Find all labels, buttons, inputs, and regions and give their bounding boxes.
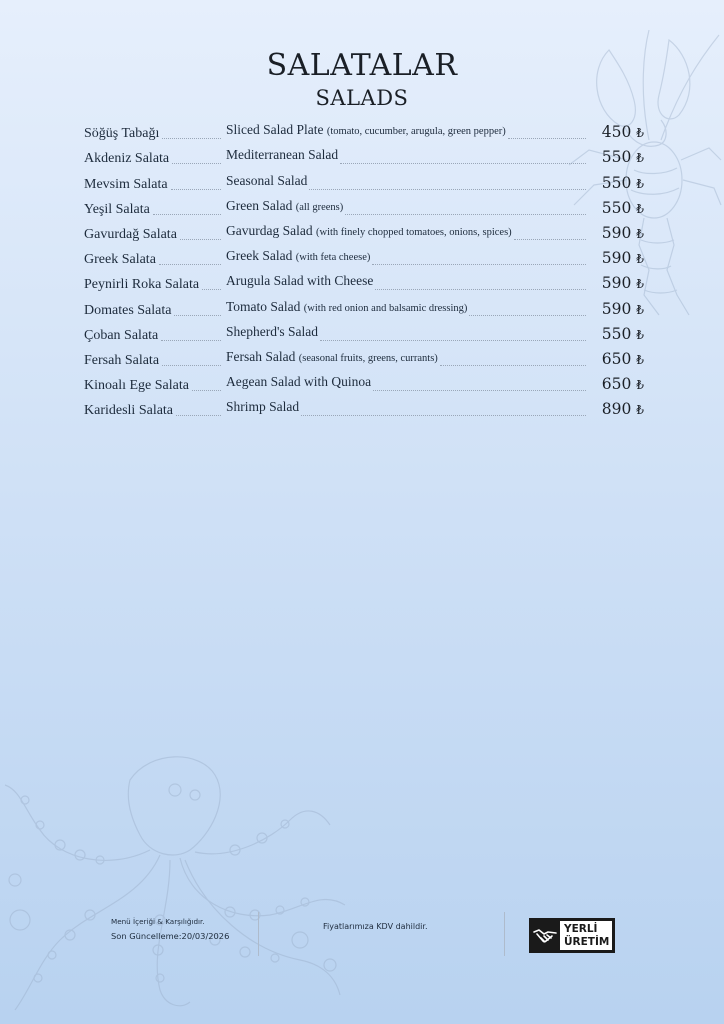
menu-item [84, 395, 644, 420]
menu-item [84, 194, 644, 219]
item-name-tr: Gavurdağ Salata [84, 226, 177, 242]
footer-divider [258, 912, 259, 956]
menu-item [84, 219, 644, 244]
lira-icon: ₺ [636, 226, 644, 241]
lira-icon: ₺ [636, 126, 644, 141]
lira-icon: ₺ [636, 151, 644, 166]
lira-icon: ₺ [636, 201, 644, 216]
menu-item [84, 143, 644, 168]
lira-icon: ₺ [636, 327, 644, 342]
item-name-tr: Peynirli Roka Salata [84, 277, 200, 293]
item-name-tr: Domates Salata [84, 302, 172, 318]
item-price: 590 ₺ [601, 299, 644, 318]
menu-item [84, 269, 644, 294]
item-name-en: Green Salad (all greens) [226, 197, 344, 213]
yerli-uretim-badge [529, 918, 615, 953]
menu-item [84, 168, 644, 193]
menu-subtitle: SALADS [315, 86, 409, 110]
item-name-tr: Çoban Salata [84, 327, 159, 343]
item-price: 890 ₺ [601, 400, 644, 419]
menu-item [84, 118, 644, 143]
item-note: (tomato, cucumber, arugula, green pepper) [326, 126, 506, 138]
lira-icon: ₺ [636, 302, 644, 317]
item-name-en: Mediterranean Salad [226, 147, 339, 163]
item-name-tr: Yeşil Salata [84, 201, 150, 217]
lira-icon: ₺ [636, 176, 644, 191]
item-price: 550 ₺ [601, 148, 644, 167]
item-price: 590 ₺ [601, 274, 644, 293]
item-name-tr: Greek Salata [84, 252, 156, 268]
item-name-tr: Akdeniz Salata [84, 151, 170, 167]
item-price: 550 ₺ [601, 324, 644, 343]
menu-item [84, 244, 644, 269]
item-price: 650 ₺ [601, 375, 644, 394]
item-note: (with red onion and balsamic dressing) [303, 302, 468, 314]
item-price: 550 ₺ [601, 173, 644, 192]
lira-icon: ₺ [636, 277, 644, 292]
lira-icon: ₺ [636, 252, 644, 267]
lira-icon: ₺ [636, 403, 644, 418]
octopus-illustration [0, 740, 360, 1020]
menu-item [84, 370, 644, 395]
handshake-icon [530, 919, 560, 952]
footer-disclaimer: Menü İçeriği & Karşılığıdır. [111, 917, 205, 926]
lira-icon: ₺ [636, 378, 644, 393]
item-name-tr: Söğüş Tabağı [84, 126, 160, 142]
item-name-tr: Fersah Salata [84, 352, 160, 368]
footer-last-updated: Son Güncelleme:20/03/2026 [111, 931, 230, 941]
item-name-tr: Kinoalı Ege Salata [84, 378, 189, 394]
item-price: 590 ₺ [601, 223, 644, 242]
item-name-en: Shrimp Salad [226, 399, 300, 415]
item-name-tr: Karidesli Salata [84, 403, 174, 419]
item-name-en: Tomato Salad (with red onion and balsamic dressing) [226, 298, 468, 314]
badge-label: YERLİ ÜRETİM [560, 921, 612, 950]
item-name-en: Gavurdag Salad (with finely chopped tomatoes, onions, spices) [226, 222, 512, 238]
footer-vat-note: Fiyatlarımıza KDV dahildir. [323, 922, 428, 931]
footer-info [111, 915, 229, 943]
lira-icon: ₺ [636, 352, 644, 367]
item-note: (seasonal fruits, greens, currants) [298, 352, 438, 364]
menu-title: SALATALAR [266, 48, 458, 83]
item-name-en: Shepherd's Salad [226, 323, 319, 339]
item-price: 550 ₺ [601, 198, 644, 217]
item-name-en: Greek Salad (with feta cheese) [226, 248, 371, 264]
menu-item [84, 294, 644, 319]
item-name-en: Arugula Salad with Cheese [226, 273, 374, 289]
item-name-en: Seasonal Salad [226, 172, 308, 188]
item-name-en: Aegean Salad with Quinoa [226, 374, 372, 390]
salad-menu-list [84, 118, 644, 420]
menu-item [84, 320, 644, 345]
item-note: (with feta cheese) [295, 252, 371, 264]
item-price: 450 ₺ [601, 123, 644, 142]
footer-divider [504, 912, 505, 956]
item-note: (all greens) [295, 201, 344, 213]
menu-item [84, 345, 644, 370]
item-name-tr: Mevsim Salata [84, 176, 168, 192]
item-name-en: Sliced Salad Plate (tomato, cucumber, arugula, green pepper) [226, 122, 506, 138]
item-price: 590 ₺ [601, 249, 644, 268]
item-name-en: Fersah Salad (seasonal fruits, greens, currants) [226, 348, 438, 364]
item-price: 650 ₺ [601, 349, 644, 368]
item-note: (with finely chopped tomatoes, onions, spices) [315, 226, 512, 238]
